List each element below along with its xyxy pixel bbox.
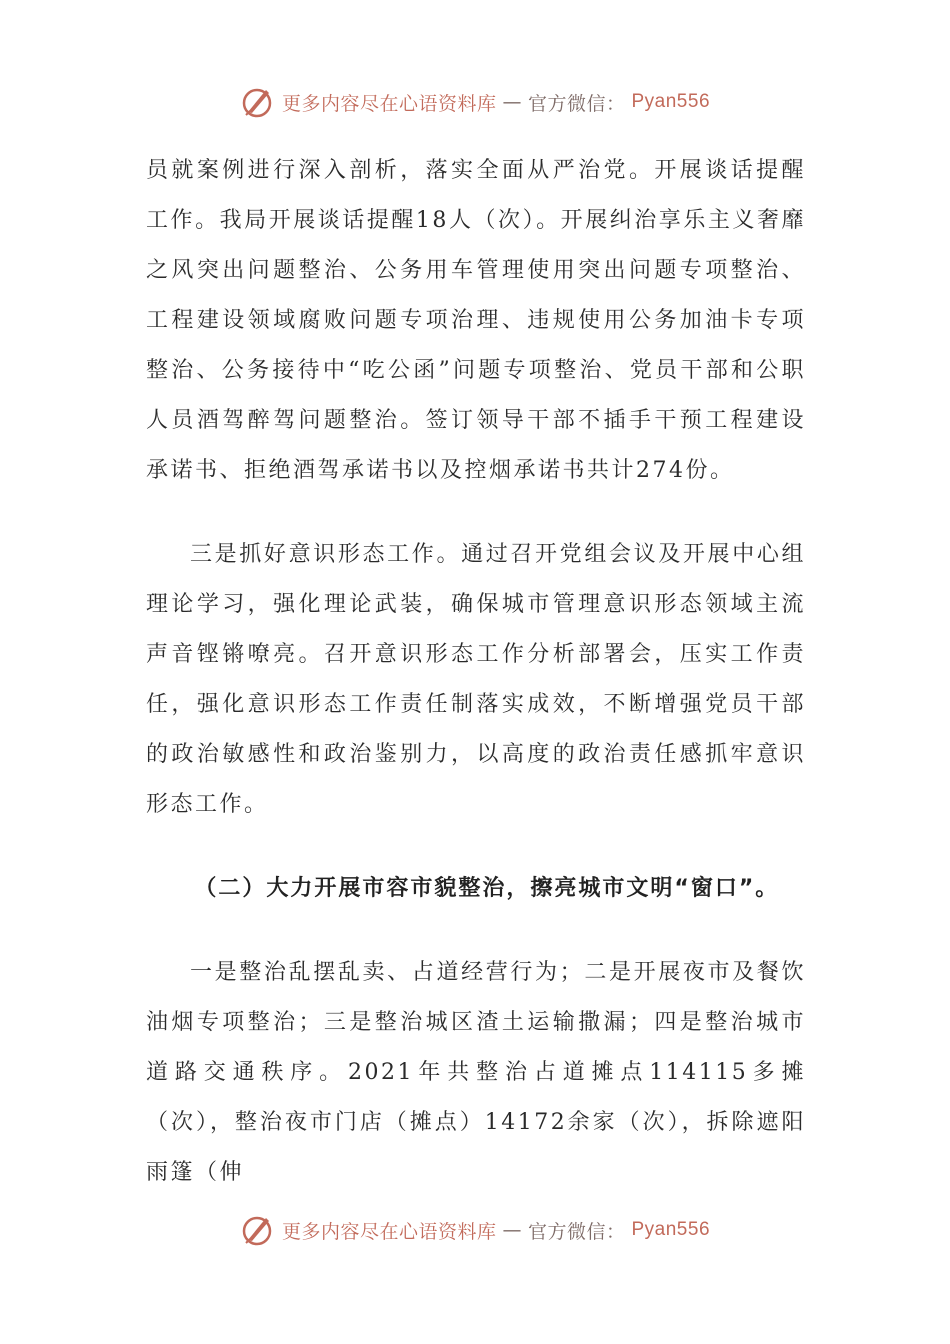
paragraph-3: 一是整治乱摆乱卖、占道经营行为；二是开展夜市及餐饮油烟专项整治；三是整治城区渣土运输撒漏；四是整治城市道路交通秩序。2021年共整治占道摊点114115多摊（次），整治夜市门店（摊点）14172余家（次），拆除遮阳雨篷（伸 xyxy=(146,960,806,1185)
banner-wechat-label: 官方微信： xyxy=(527,1220,626,1243)
banner-dash: — xyxy=(502,91,522,113)
footer-banner xyxy=(0,1208,950,1252)
quill-pen-circle-icon xyxy=(240,84,276,120)
banner-site-text: 更多内容尽在心语资料库 xyxy=(281,92,497,115)
banner-dash: — xyxy=(502,1219,522,1241)
paragraph-1: 员就案例进行深入剖析，落实全面从严治党。开展谈话提醒工作。我局开展谈话提醒18人（次）。开展纠治享乐主义奢靡之风突出问题整治、公务用车管理使用突出问题专项整治、工程建设领域腐败问题专项治理、违规使用公务加油卡专项整治、公务接待中“吃公函”问题专项整治、党员干部和公职人员酒驾醉驾问题整治。签订领导干部不插手干预工程建设承诺书、拒绝酒驾承诺书以及控烟承诺书共计274份。 xyxy=(146,158,806,483)
section-heading: （二）大力开展市容市貌整治，擦亮城市文明“窗口”。 xyxy=(194,876,780,901)
document-body xyxy=(146,146,806,1198)
banner-wechat-id: Pyan556 xyxy=(631,91,711,112)
banner-wechat-id: Pyan556 xyxy=(631,1219,711,1240)
header-banner xyxy=(0,80,950,124)
paragraph-2: 三是抓好意识形态工作。通过召开党组会议及开展中心组理论学习，强化理论武装，确保城市管理意识形态领域主流声音铿锵嘹亮。召开意识形态工作分析部署会，压实工作责任，强化意识形态工作责任制落实成效，不断增强党员干部的政治敏感性和政治鉴别力，以高度的政治责任感抓牢意识形态工作。 xyxy=(146,542,806,817)
banner-site-text: 更多内容尽在心语资料库 xyxy=(281,1220,497,1243)
banner-wechat-label: 官方微信： xyxy=(527,92,626,115)
quill-pen-circle-icon xyxy=(240,1212,276,1248)
